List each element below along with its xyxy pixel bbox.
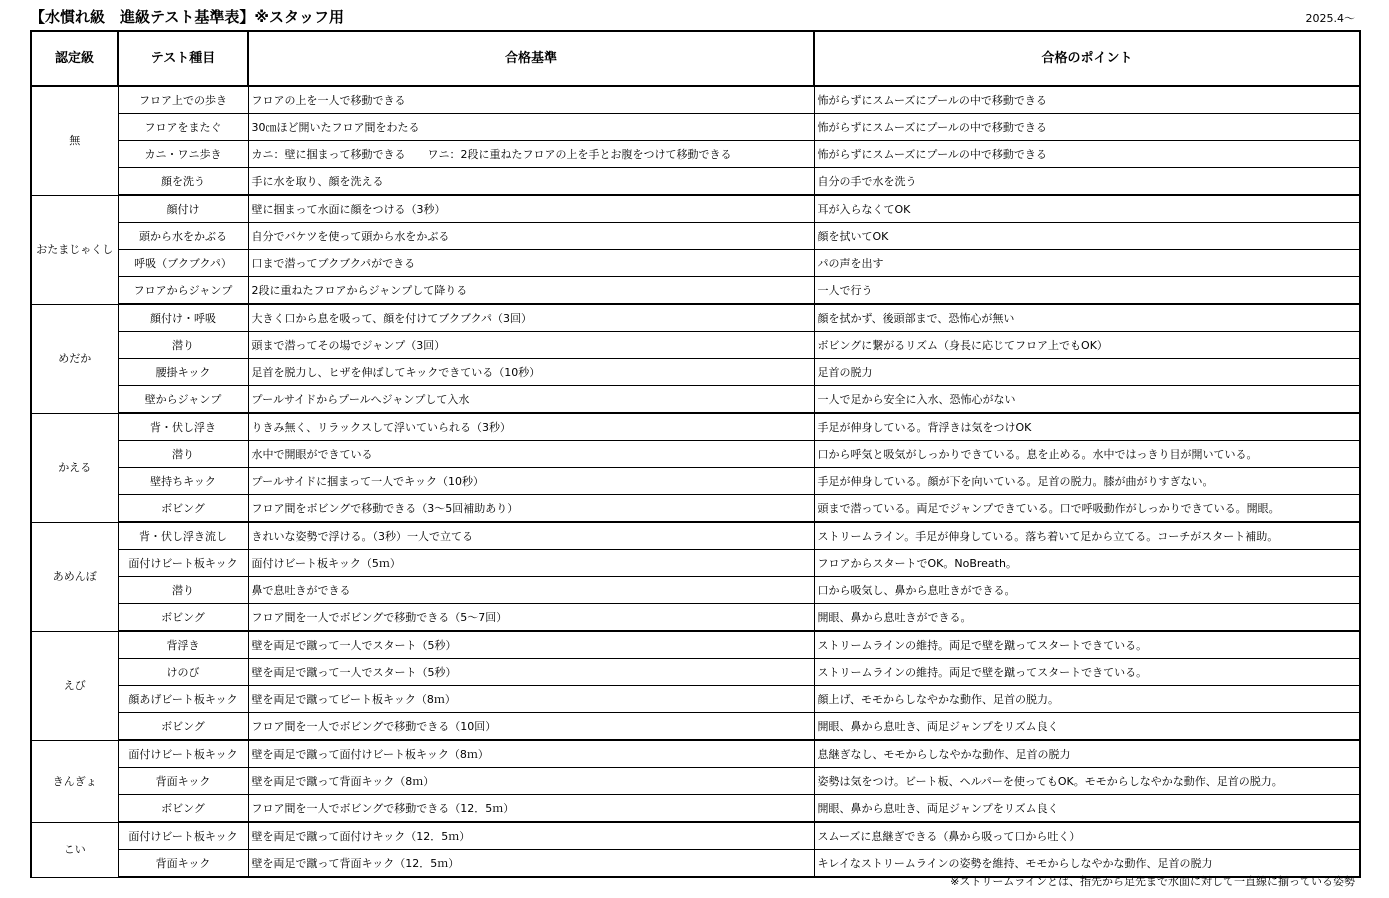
criteria-cell: 30㎝ほど開いたフロア間をわたる (248, 114, 814, 141)
header-level: 認定級 (31, 31, 118, 86)
table-row (31, 304, 1360, 332)
table-body (31, 86, 1360, 877)
test-cell: 潜り (118, 577, 248, 604)
footnote: ※ストリームラインとは、指先から足先まで水面に対して一直線に揃っている姿勢 (950, 875, 1355, 888)
test-cell: ボビング (118, 713, 248, 741)
criteria-cell: フロア間を一人でボビングで移動できる（10回） (248, 713, 814, 741)
table-row (31, 168, 1360, 196)
test-cell: 背浮き (118, 631, 248, 659)
test-cell: 潜り (118, 332, 248, 359)
test-cell: 顔を洗う (118, 168, 248, 196)
point-cell: パの声を出す (814, 250, 1360, 277)
point-cell: 手足が伸身している。顔が下を向いている。足首の脱力。膝が曲がりすぎない。 (814, 468, 1360, 495)
point-cell: 自分の手で水を洗う (814, 168, 1360, 196)
table-row (31, 250, 1360, 277)
point-cell: 開眼、鼻から息吐き、両足ジャンプをリズム良く (814, 713, 1360, 741)
header-point: 合格のポイント (814, 31, 1360, 86)
point-cell: 手足が伸身している。背浮きは気をつけOK (814, 413, 1360, 441)
criteria-cell: 自分でバケツを使って頭から水をかぶる (248, 223, 814, 250)
criteria-cell: 大きく口から息を吸って、顔を付けてブクブクパ（3回） (248, 304, 814, 332)
criteria-cell: フロア間を一人でボビングで移動できる（5～7回） (248, 604, 814, 632)
criteria-cell: フロア間を一人でボビングで移動できる（12．5ｍ） (248, 795, 814, 823)
criteria-cell: 壁を両足で蹴ってビート板キック（8ｍ） (248, 686, 814, 713)
criteria-cell: 足首を脱力し、ヒザを伸ばしてキックできている（10秒） (248, 359, 814, 386)
table-row (31, 332, 1360, 359)
table-row (31, 114, 1360, 141)
table-row (31, 822, 1360, 850)
test-cell: 顔付け (118, 195, 248, 223)
point-cell: 顔を拭かず、後頭部まで、恐怖心が無い (814, 304, 1360, 332)
criteria-table (30, 30, 1361, 878)
criteria-cell: 壁を両足で蹴って背面キック（8ｍ） (248, 768, 814, 795)
point-cell: 一人で足から安全に入水、恐怖心がない (814, 386, 1360, 414)
level-cell: あめんぼ (31, 522, 118, 631)
point-cell: 一人で行う (814, 277, 1360, 305)
criteria-cell: 壁を両足で蹴って一人でスタート（5秒） (248, 659, 814, 686)
criteria-cell: 壁を両足で蹴って背面キック（12．5ｍ） (248, 850, 814, 878)
test-cell: 壁持ちキック (118, 468, 248, 495)
test-cell: フロアをまたぐ (118, 114, 248, 141)
table-header-row (31, 31, 1360, 86)
point-cell: 口から呼気と吸気がしっかりできている。息を止める。水中ではっきり目が開いている。 (814, 441, 1360, 468)
date-label: 2025.4～ (1305, 12, 1355, 25)
point-cell: 姿勢は気をつけ。ビート板、ヘルパーを使ってもOK。モモからしなやかな動作、足首の脱力。 (814, 768, 1360, 795)
criteria-cell: 壁を両足で蹴って一人でスタート（5秒） (248, 631, 814, 659)
table-row (31, 277, 1360, 305)
criteria-cell: 鼻で息吐きができる (248, 577, 814, 604)
criteria-cell: 壁を両足で蹴って面付けキック（12．5ｍ） (248, 822, 814, 850)
point-cell: 口から吸気し、鼻から息吐きができる。 (814, 577, 1360, 604)
test-cell: フロア上での歩き (118, 86, 248, 114)
point-cell: 開眼、鼻から息吐きができる。 (814, 604, 1360, 632)
point-cell: ボビングに繋がるリズム（身長に応じてフロア上でもOK） (814, 332, 1360, 359)
test-cell: けのび (118, 659, 248, 686)
criteria-cell: 手に水を取り、顔を洗える (248, 168, 814, 196)
table-row (31, 413, 1360, 441)
table-row (31, 86, 1360, 114)
criteria-cell: 壁を両足で蹴って面付けビート板キック（8ｍ） (248, 740, 814, 768)
test-cell: フロアからジャンプ (118, 277, 248, 305)
criteria-cell: きれいな姿勢で浮ける。（3秒）一人で立てる (248, 522, 814, 550)
criteria-cell: 面付けビート板キック（5ｍ） (248, 550, 814, 577)
test-cell: カニ・ワニ歩き (118, 141, 248, 168)
table-row (31, 577, 1360, 604)
point-cell: フロアからスタートでOK。NoBreath。 (814, 550, 1360, 577)
point-cell: 開眼、鼻から息吐き、両足ジャンプをリズム良く (814, 795, 1360, 823)
table-row (31, 195, 1360, 223)
criteria-cell: りきみ無く、リラックスして浮いていられる（3秒） (248, 413, 814, 441)
test-cell: 背面キック (118, 768, 248, 795)
table-row (31, 495, 1360, 523)
test-cell: 顔付け・呼吸 (118, 304, 248, 332)
criteria-cell: プールサイドからプールへジャンプして入水 (248, 386, 814, 414)
table-row (31, 604, 1360, 632)
test-cell: ボビング (118, 604, 248, 632)
point-cell: ストリームラインの維持。両足で壁を蹴ってスタートできている。 (814, 631, 1360, 659)
criteria-cell: フロアの上を一人で移動できる (248, 86, 814, 114)
table-row (31, 768, 1360, 795)
criteria-cell: プールサイドに掴まって一人でキック（10秒） (248, 468, 814, 495)
table-row (31, 223, 1360, 250)
level-cell: かえる (31, 413, 118, 522)
point-cell: 足首の脱力 (814, 359, 1360, 386)
criteria-cell: 頭まで潜ってその場でジャンプ（3回） (248, 332, 814, 359)
test-cell: 背・伏し浮き (118, 413, 248, 441)
point-cell: 息継ぎなし、モモからしなやかな動作、足首の脱力 (814, 740, 1360, 768)
table-row (31, 740, 1360, 768)
test-cell: 頭から水をかぶる (118, 223, 248, 250)
table-row (31, 713, 1360, 741)
table-row (31, 795, 1360, 823)
page-title: 【水慣れ級 進級テスト基準表】※スタッフ用 (30, 8, 344, 26)
test-cell: 面付けビート板キック (118, 740, 248, 768)
table-row (31, 441, 1360, 468)
level-cell: 無 (31, 86, 118, 195)
table-row (31, 141, 1360, 168)
test-cell: ボビング (118, 495, 248, 523)
criteria-cell: 口まで潜ってブクブクパができる (248, 250, 814, 277)
table-row (31, 550, 1360, 577)
point-cell: 顔を拭いてOK (814, 223, 1360, 250)
test-cell: 腰掛キック (118, 359, 248, 386)
criteria-cell: カニ：壁に掴まって移動できる ワニ：2段に重ねたフロアの上を手とお腹をつけて移動できる (248, 141, 814, 168)
table-row (31, 686, 1360, 713)
point-cell: ストリームラインの維持。両足で壁を蹴ってスタートできている。 (814, 659, 1360, 686)
level-cell: こい (31, 822, 118, 877)
test-cell: 背面キック (118, 850, 248, 878)
level-cell: きんぎょ (31, 740, 118, 822)
test-cell: ボビング (118, 795, 248, 823)
level-cell: めだか (31, 304, 118, 413)
point-cell: キレイなストリームラインの姿勢を維持、モモからしなやかな動作、足首の脱力 (814, 850, 1360, 878)
point-cell: 耳が入らなくてOK (814, 195, 1360, 223)
point-cell: 顔上げ、モモからしなやかな動作、足首の脱力。 (814, 686, 1360, 713)
point-cell: 怖がらずにスムーズにプールの中で移動できる (814, 141, 1360, 168)
point-cell: スムーズに息継ぎできる（鼻から吸って口から吐く） (814, 822, 1360, 850)
test-cell: 顔あげビート板キック (118, 686, 248, 713)
point-cell: 怖がらずにスムーズにプールの中で移動できる (814, 114, 1360, 141)
criteria-cell: 壁に掴まって水面に顔をつける（3秒） (248, 195, 814, 223)
criteria-cell: フロア間をボビングで移動できる（3～5回補助あり） (248, 495, 814, 523)
criteria-cell: 2段に重ねたフロアからジャンプして降りる (248, 277, 814, 305)
level-cell: えび (31, 631, 118, 740)
table-row (31, 631, 1360, 659)
point-cell: 頭まで潜っている。両足でジャンプできている。口で呼吸動作がしっかりできている。開眼。 (814, 495, 1360, 523)
test-cell: 呼吸（ブクブクパ） (118, 250, 248, 277)
test-cell: 背・伏し浮き流し (118, 522, 248, 550)
criteria-cell: 水中で開眼ができている (248, 441, 814, 468)
point-cell: 怖がらずにスムーズにプールの中で移動できる (814, 86, 1360, 114)
test-cell: 壁からジャンプ (118, 386, 248, 414)
header-test: テスト種目 (118, 31, 248, 86)
level-cell: おたまじゃくし (31, 195, 118, 304)
table-row (31, 468, 1360, 495)
header-criteria: 合格基準 (248, 31, 814, 86)
table-row (31, 659, 1360, 686)
test-cell: 面付けビート板キック (118, 550, 248, 577)
table-row (31, 386, 1360, 414)
test-cell: 面付けビート板キック (118, 822, 248, 850)
table-row (31, 522, 1360, 550)
test-cell: 潜り (118, 441, 248, 468)
point-cell: ストリームライン。手足が伸身している。落ち着いて足から立てる。コーチがスタート補助。 (814, 522, 1360, 550)
table-row (31, 359, 1360, 386)
